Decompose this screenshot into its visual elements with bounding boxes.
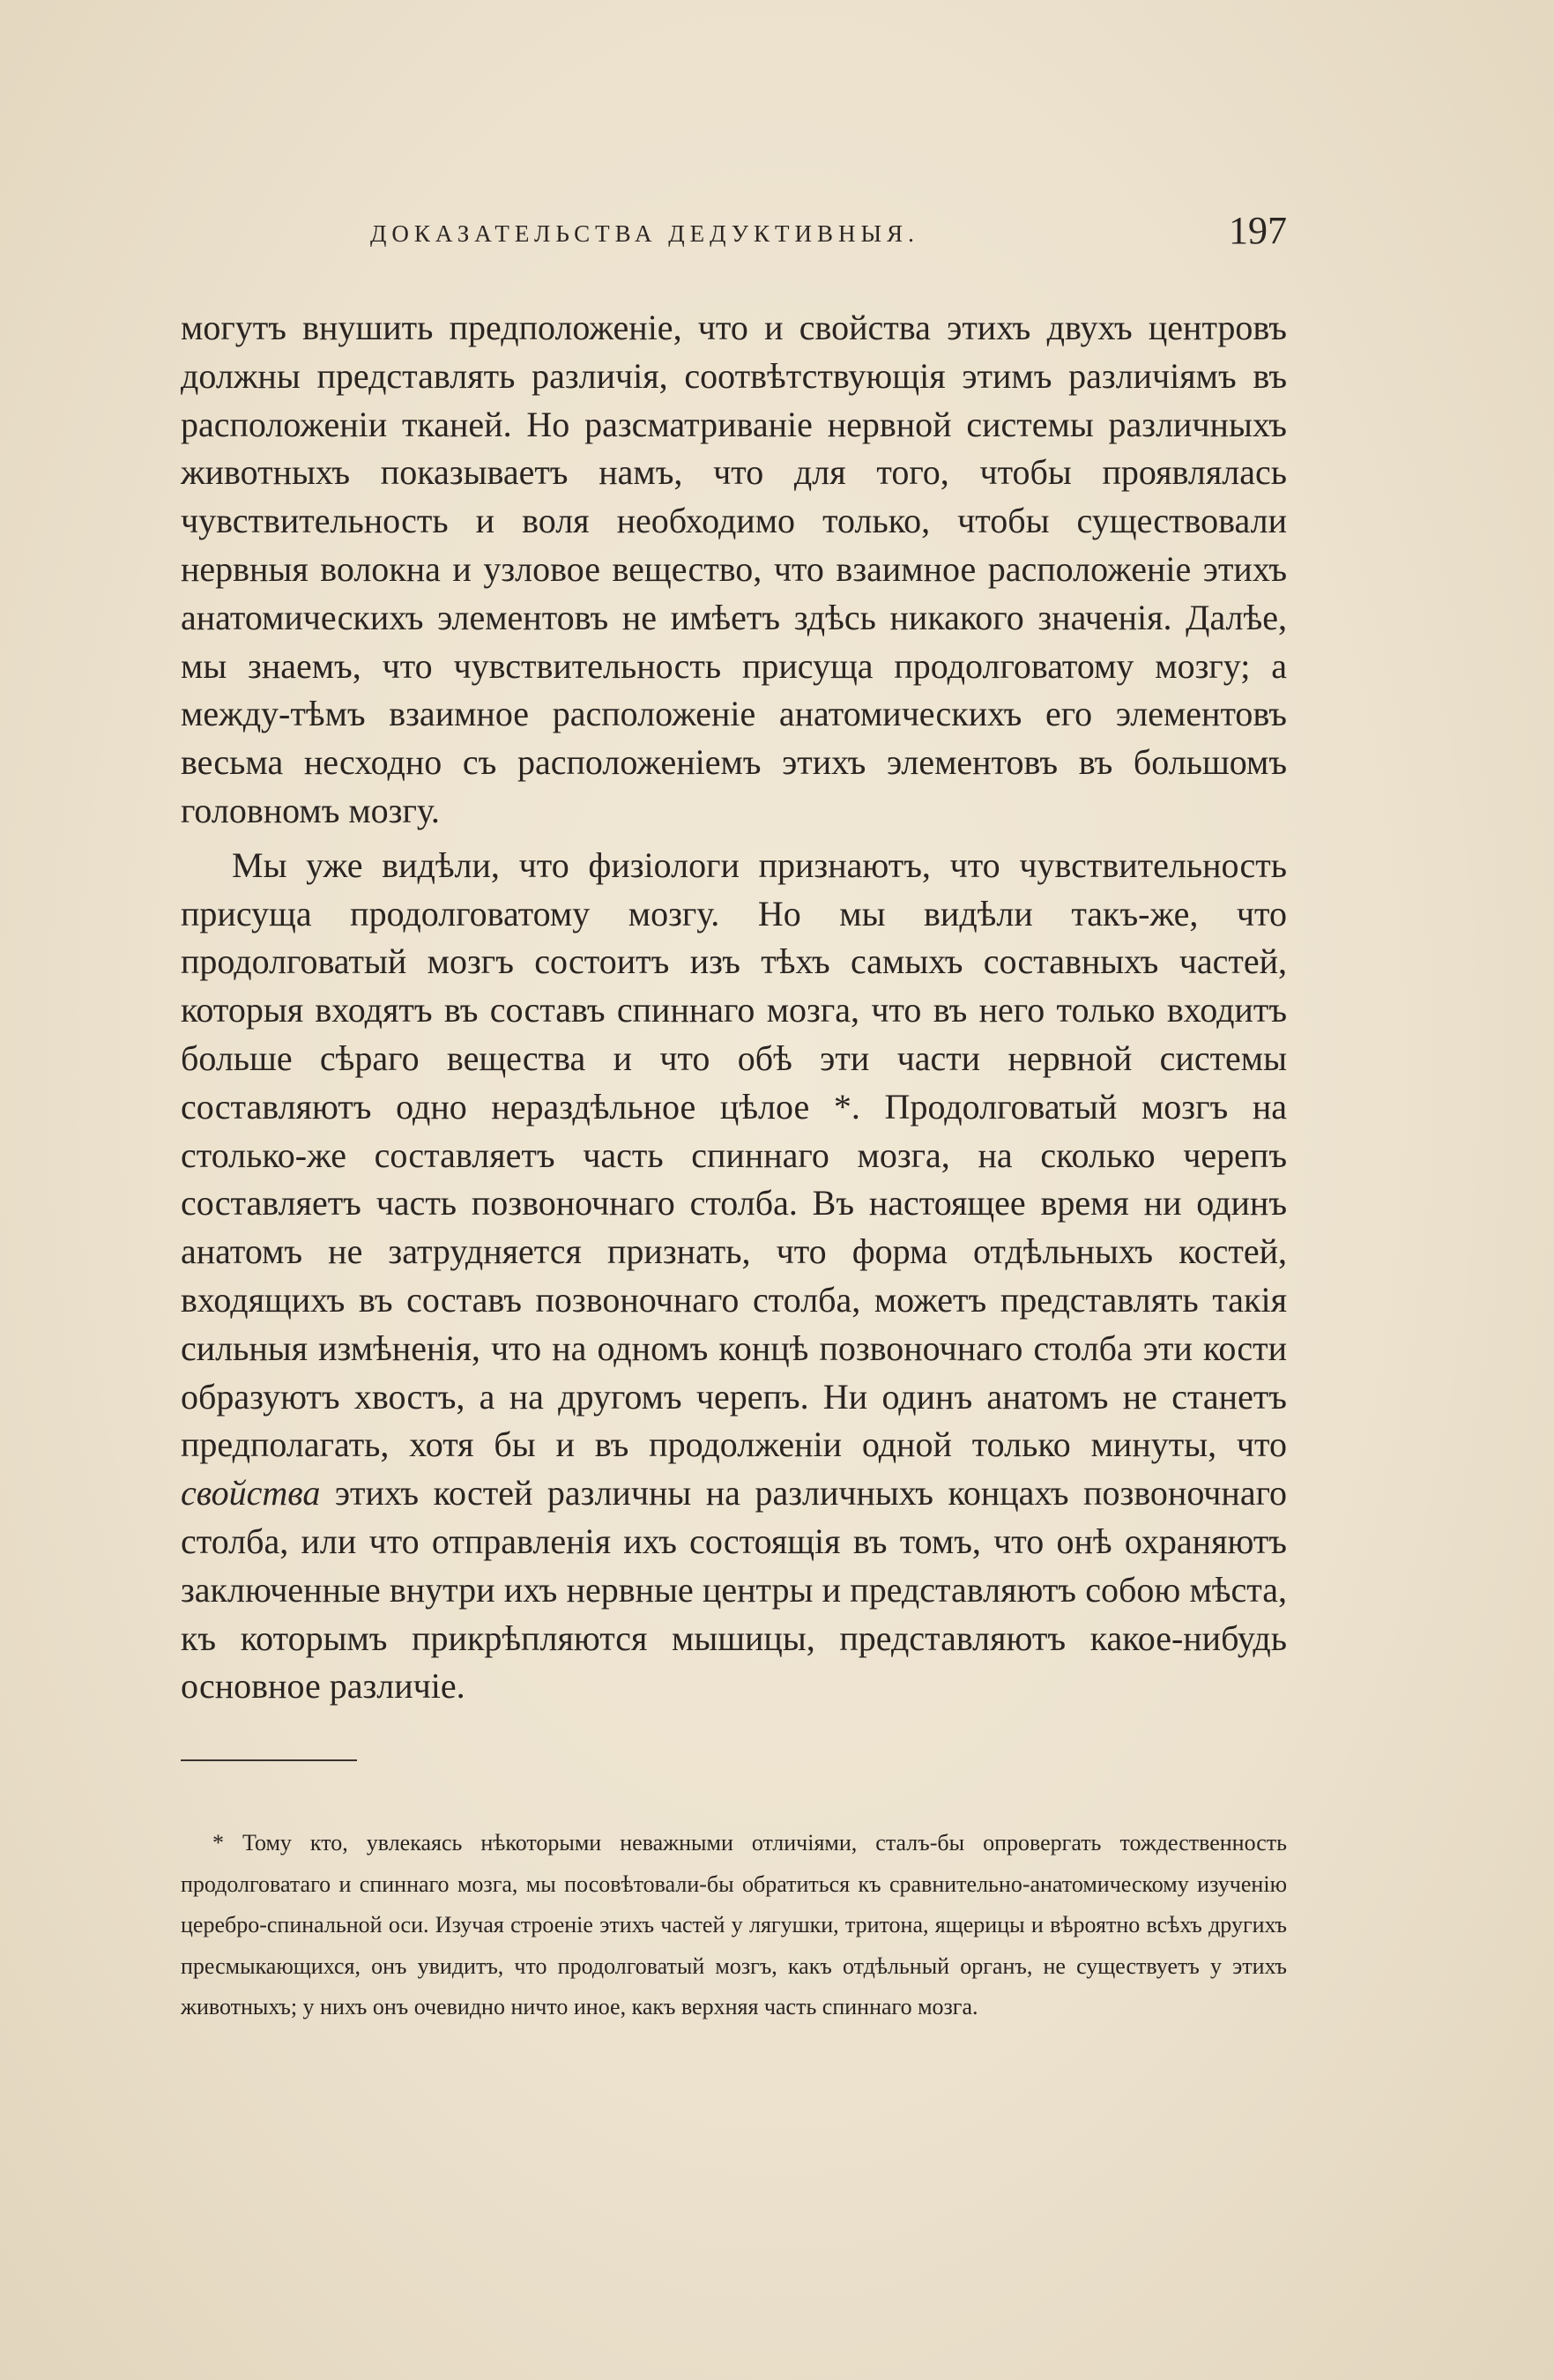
page-header [181, 208, 1287, 261]
footnote: * Тому кто, увлекаясь нѣкоторыми неважными отличіями, сталъ-бы опровергать тождественность продолговатаго и спиннаго мозга, мы посовѣтовали-бы обратиться къ сравнительно-анатомическому изученію церебро-спинальной оси. Изучая строеніе этихъ частей у лягушки, тритона, ящерицы и вѣроятно всѣхъ другихъ пресмыкающихся, онъ увидитъ, что продолговатый мозгъ, какъ отдѣльный органъ, не существуетъ у этихъ животныхъ; у нихъ онъ очевидно ничто иное, какъ верхняя часть спиннаго мозга. [181, 1830, 1287, 2019]
running-title: ДОКАЗАТЕЛЬСТВА ДЕДУКТИВНЫЯ. [370, 220, 919, 247]
italic-emphasis: свойства [181, 1473, 321, 1514]
paragraph-2-text-start: Мы уже видѣли, что физіологи признаютъ, что чувствительность присуща продолговатому мозгу. Но мы видѣли такъ-же, что продолговатый мозгъ состоитъ изъ тѣхъ самыхъ составныхъ частей, которыя входятъ въ составъ спиннаго мозга, что въ него только входитъ больше сѣраго вещества и что обѣ эти части нервной системы составляютъ одно нераздѣльное цѣлое *. Продолговатый мозгъ на столько-же составляетъ часть спиннаго мозга, на сколько черепъ составляетъ часть позвоночнаго столба. Въ настоящее время ни одинъ анатомъ не затрудняется признать, что форма отдѣльныхъ костей, входящихъ въ составъ позвоночнаго столба, можетъ представлять такія сильныя измѣненія, что на одномъ концѣ позвоночнаго столба эти кости образуютъ хвостъ, а на другомъ черепъ. Ни одинъ анатомъ не станетъ предполагать, хотя бы и въ продолженіи одной только минуты, что [181, 844, 1287, 1465]
paragraph-2-text-end: этихъ костей различны на различныхъ концахъ позвоночнаго столба, или что отправленія ихъ состоящія въ томъ, что онѣ охраняютъ заключенные внутри ихъ нервные центры и представляютъ собою мѣста, къ которымъ прикрѣпляются мышицы, представляютъ какое-нибудь основное различіе. [181, 1473, 1287, 1707]
paragraph-1-text: могутъ внушить предположеніе, что и свойства этихъ двухъ центровъ должны представлять различія, соотвѣтствующія этимъ различіямъ въ расположеніи тканей. Но разсматриваніе нервной системы различныхъ животныхъ показываетъ намъ, что для того, чтобы проявлялась чувствительность и воля необходимо только, чтобы существовали нервныя волокна и узловое вещество, что взаимное расположеніе этихъ анатомическихъ элементовъ не имѣетъ здѣсь никакого значенія. Далѣе, мы знаемъ, что чувствительность присуща продолговатому мозгу; а между-тѣмъ взаимное расположеніе анатомическихъ его элементовъ весьма несходно съ расположеніемъ этихъ элементовъ въ большомъ головномъ мозгу. [181, 308, 1287, 830]
page-number: 197 [1229, 209, 1287, 252]
body-text [181, 304, 1287, 1711]
paragraph-2 [181, 842, 1287, 1711]
footnote-separator [181, 1759, 357, 1761]
paragraph-1 [181, 304, 1287, 836]
